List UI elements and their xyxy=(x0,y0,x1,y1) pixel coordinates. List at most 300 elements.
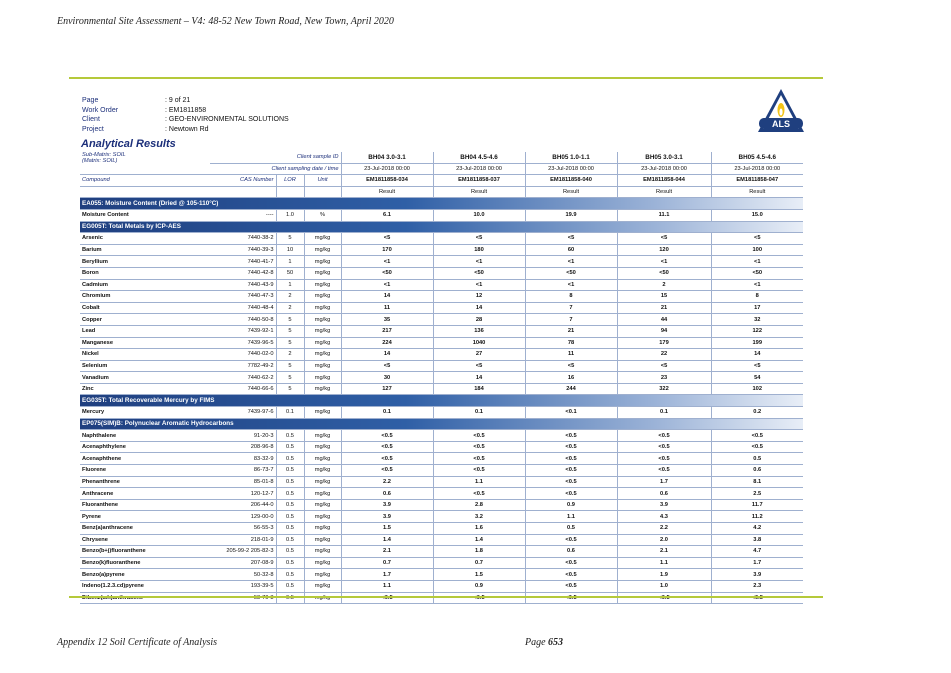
result-value: 1.4 xyxy=(341,534,433,546)
lor-value: 2 xyxy=(276,302,304,314)
submatrix-cell xyxy=(80,152,210,175)
result-value: <0.5 xyxy=(711,441,803,453)
result-value: <0.5 xyxy=(525,441,617,453)
result-value: 14 xyxy=(341,349,433,361)
cas-number: 120-12-7 xyxy=(210,488,276,500)
result-value: 27 xyxy=(433,349,525,361)
result-value: 179 xyxy=(617,337,711,349)
cas-number: 91-20-3 xyxy=(210,430,276,442)
result-value: 120 xyxy=(617,244,711,256)
meta-key: Page xyxy=(82,97,99,104)
result-value: 11.2 xyxy=(711,511,803,523)
result-value: <0.5 xyxy=(617,453,711,465)
lor-value: 5 xyxy=(276,314,304,326)
compound-name: Chromium xyxy=(80,291,210,303)
unit-value: mg/kg xyxy=(304,383,341,395)
compound-name: Copper xyxy=(80,314,210,326)
cas-number: 207-08-9 xyxy=(210,557,276,569)
unit-value: mg/kg xyxy=(304,407,341,419)
result-value: 3.9 xyxy=(617,499,711,511)
cas-number: 7439-97-6 xyxy=(210,407,276,419)
result-value: 22 xyxy=(617,349,711,361)
result-value: <0.5 xyxy=(433,488,525,500)
result-value: 1.0 xyxy=(617,580,711,592)
lor-value: 0.1 xyxy=(276,407,304,419)
compound-name: Benz(a)anthracene xyxy=(80,523,210,535)
unit-value: mg/kg xyxy=(304,453,341,465)
cas-number: ---- xyxy=(210,209,276,221)
result-value: 1.6 xyxy=(433,523,525,535)
result-value: <5 xyxy=(433,233,525,245)
result-value: 3.9 xyxy=(711,569,803,581)
compound-name: Lead xyxy=(80,325,210,337)
result-value: 1.1 xyxy=(617,557,711,569)
result-value: <0.5 xyxy=(433,441,525,453)
unit-value: mg/kg xyxy=(304,267,341,279)
lor-value: 0.5 xyxy=(276,511,304,523)
result-value: 14 xyxy=(711,349,803,361)
table-row xyxy=(80,244,803,256)
result-value: 8 xyxy=(711,291,803,303)
unit-value: mg/kg xyxy=(304,302,341,314)
result-value: <0.5 xyxy=(525,430,617,442)
result-value: 11 xyxy=(341,302,433,314)
result-value: <5 xyxy=(525,360,617,372)
result-value: 21 xyxy=(525,325,617,337)
result-value: <0.5 xyxy=(525,476,617,488)
result-value: 1.5 xyxy=(433,569,525,581)
result-value: 7 xyxy=(525,302,617,314)
cas-number: 85-01-8 xyxy=(210,476,276,488)
result-value: 2.0 xyxy=(617,534,711,546)
result-value: <5 xyxy=(433,360,525,372)
result-value: 0.1 xyxy=(433,407,525,419)
unit-value: mg/kg xyxy=(304,325,341,337)
cas-number: 83-32-9 xyxy=(210,453,276,465)
result-value: 2.3 xyxy=(711,580,803,592)
result-value: 2.1 xyxy=(617,546,711,558)
sample-id: BH05 3.0-3.1 xyxy=(617,152,711,163)
sampling-date: 23-Jul-2018 00:00 xyxy=(525,163,617,175)
table-row xyxy=(80,453,803,465)
compound-name: Zinc xyxy=(80,383,210,395)
lab-id: EM1811858-040 xyxy=(525,175,617,187)
result-value: 10.0 xyxy=(433,209,525,221)
result-value: 180 xyxy=(433,244,525,256)
lab-id: EM1811858-044 xyxy=(617,175,711,187)
result-value: <50 xyxy=(433,267,525,279)
compound-name: Benzo(a)pyrene xyxy=(80,569,210,581)
unit-value: mg/kg xyxy=(304,337,341,349)
unit-value: mg/kg xyxy=(304,465,341,477)
meta-row xyxy=(82,96,289,106)
unit-value: mg/kg xyxy=(304,314,341,326)
result-value: <0.5 xyxy=(711,430,803,442)
compound-name: Chrysene xyxy=(80,534,210,546)
result-value: 0.6 xyxy=(617,488,711,500)
footer-page xyxy=(525,637,563,648)
result-value: 12 xyxy=(433,291,525,303)
cas-number: 7439-92-1 xyxy=(210,325,276,337)
sampling-date: 23-Jul-2018 00:00 xyxy=(711,163,803,175)
result-label: Result xyxy=(525,186,617,198)
result-value: 244 xyxy=(525,383,617,395)
sampling-date: 23-Jul-2018 00:00 xyxy=(617,163,711,175)
result-value: 8 xyxy=(525,291,617,303)
result-label: Result xyxy=(617,186,711,198)
cas-number: 7440-48-4 xyxy=(210,302,276,314)
unit-value: mg/kg xyxy=(304,430,341,442)
result-value: <1 xyxy=(617,256,711,268)
result-value: <1 xyxy=(341,256,433,268)
result-value: 224 xyxy=(341,337,433,349)
meta-row xyxy=(82,125,289,135)
result-value: 2.8 xyxy=(433,499,525,511)
table-row xyxy=(80,569,803,581)
result-value: <0.5 xyxy=(525,534,617,546)
result-value: 4.2 xyxy=(711,523,803,535)
unit-value: mg/kg xyxy=(304,534,341,546)
result-value: 78 xyxy=(525,337,617,349)
result-value: 11 xyxy=(525,349,617,361)
cas-number: 7440-42-8 xyxy=(210,267,276,279)
sample-id-row xyxy=(80,152,803,163)
result-value: 170 xyxy=(341,244,433,256)
lor-value: 0.5 xyxy=(276,569,304,581)
result-value: 0.5 xyxy=(525,523,617,535)
cas-number: 129-00-0 xyxy=(210,511,276,523)
meta-key: Client xyxy=(82,116,100,124)
result-value: 7 xyxy=(525,314,617,326)
result-value: 30 xyxy=(341,372,433,384)
cas-number: 50-32-8 xyxy=(210,569,276,581)
lor-value: 5 xyxy=(276,233,304,245)
cas-number: 193-39-5 xyxy=(210,580,276,592)
lab-id: EM1811858-047 xyxy=(711,175,803,187)
result-value: <1 xyxy=(711,256,803,268)
cas-number: 7440-41-7 xyxy=(210,256,276,268)
result-value: 102 xyxy=(711,383,803,395)
result-value: <50 xyxy=(341,267,433,279)
lor-value: 0.5 xyxy=(276,534,304,546)
result-value: <0.5 xyxy=(525,488,617,500)
compound-name: Pyrene xyxy=(80,511,210,523)
lor-value: 1.0 xyxy=(276,209,304,221)
result-value: 19.9 xyxy=(525,209,617,221)
result-value: <5 xyxy=(341,360,433,372)
section-header xyxy=(80,418,803,430)
lor-value: 2 xyxy=(276,349,304,361)
result-value: 127 xyxy=(341,383,433,395)
compound-header: Compound xyxy=(80,175,210,187)
compound-name: Mercury xyxy=(80,407,210,419)
result-value: 2 xyxy=(617,279,711,291)
result-value: 35 xyxy=(341,314,433,326)
result-value: 6.1 xyxy=(341,209,433,221)
compound-name: Acenaphthene xyxy=(80,453,210,465)
result-value: 0.6 xyxy=(525,546,617,558)
unit-value: mg/kg xyxy=(304,511,341,523)
result-value: 21 xyxy=(617,302,711,314)
cas-number: 7440-47-3 xyxy=(210,291,276,303)
meta-key: Project xyxy=(82,125,104,133)
result-value: 94 xyxy=(617,325,711,337)
compound-name: Cadmium xyxy=(80,279,210,291)
result-value: 44 xyxy=(617,314,711,326)
unit-value: mg/kg xyxy=(304,233,341,245)
unit-value: mg/kg xyxy=(304,488,341,500)
result-value: <50 xyxy=(617,267,711,279)
table-row xyxy=(80,546,803,558)
page-title: Analytical Results xyxy=(81,138,176,150)
result-value: <1 xyxy=(341,279,433,291)
result-value: 1.5 xyxy=(341,523,433,535)
result-value: <0.5 xyxy=(341,453,433,465)
sample-id: BH05 4.5-4.6 xyxy=(711,152,803,163)
lor-value: 10 xyxy=(276,244,304,256)
table-row xyxy=(80,372,803,384)
table-row xyxy=(80,499,803,511)
meta-value: : EM1811858 xyxy=(165,106,207,114)
cas-number: 7782-49-2 xyxy=(210,360,276,372)
result-value: 2.2 xyxy=(617,523,711,535)
result-value: 0.5 xyxy=(711,453,803,465)
cas-number: 206-44-0 xyxy=(210,499,276,511)
lor-value: 0.5 xyxy=(276,523,304,535)
section-header xyxy=(80,198,803,210)
table-row xyxy=(80,383,803,395)
result-value: 199 xyxy=(711,337,803,349)
result-value: 1.7 xyxy=(711,557,803,569)
result-value: 0.2 xyxy=(711,407,803,419)
result-value: 3.2 xyxy=(433,511,525,523)
table-row xyxy=(80,209,803,221)
result-value: <1 xyxy=(433,279,525,291)
lor-value: 50 xyxy=(276,267,304,279)
cas-number: 7440-62-2 xyxy=(210,372,276,384)
result-value: 60 xyxy=(525,244,617,256)
section-title: EG035T: Total Recoverable Mercury by FIMS xyxy=(80,395,803,407)
cas-number: 7440-02-0 xyxy=(210,349,276,361)
table-row xyxy=(80,534,803,546)
cas-number: 208-96-8 xyxy=(210,441,276,453)
result-value: <0.5 xyxy=(341,465,433,477)
result-value: <0.5 xyxy=(525,580,617,592)
result-value: 11.7 xyxy=(711,499,803,511)
table-row xyxy=(80,267,803,279)
result-value: 1040 xyxy=(433,337,525,349)
result-value: 2.1 xyxy=(341,546,433,558)
unit-value: % xyxy=(304,209,341,221)
table-row xyxy=(80,314,803,326)
result-value: 0.7 xyxy=(433,557,525,569)
result-value: <5 xyxy=(525,233,617,245)
compound-name: Indeno(1.2.3.cd)pyrene xyxy=(80,580,210,592)
table-row xyxy=(80,325,803,337)
result-value: 28 xyxy=(433,314,525,326)
logo-text: ALS xyxy=(772,119,790,129)
unit-value: mg/kg xyxy=(304,569,341,581)
result-value: 1.1 xyxy=(341,580,433,592)
result-value: 0.9 xyxy=(433,580,525,592)
result-value: 1.8 xyxy=(433,546,525,558)
compound-name: Benzo(b+j)fluoranthene xyxy=(80,546,210,558)
table-row xyxy=(80,465,803,477)
footer-page-number: 653 xyxy=(548,637,564,648)
compound-name: Naphthalene xyxy=(80,430,210,442)
result-value: 122 xyxy=(711,325,803,337)
result-value: 23 xyxy=(617,372,711,384)
result-value: 1.7 xyxy=(341,569,433,581)
compound-name: Phenanthrene xyxy=(80,476,210,488)
sample-id: BH05 1.0-1.1 xyxy=(525,152,617,163)
compound-name: Fluoranthene xyxy=(80,499,210,511)
table-row xyxy=(80,557,803,569)
table-row xyxy=(80,407,803,419)
unit-header: Unit xyxy=(304,175,341,187)
result-value: <0.5 xyxy=(433,430,525,442)
compound-name: Acenaphthylene xyxy=(80,441,210,453)
compound-name: Moisture Content xyxy=(80,209,210,221)
meta-value: : 9 of 21 xyxy=(165,97,191,104)
result-label: Result xyxy=(711,186,803,198)
unit-value: mg/kg xyxy=(304,349,341,361)
cas-number: 56-55-3 xyxy=(210,523,276,535)
lor-value: 0.5 xyxy=(276,580,304,592)
result-value: 100 xyxy=(711,244,803,256)
als-logo xyxy=(757,88,805,134)
result-value: <0.5 xyxy=(341,430,433,442)
bottom-rule xyxy=(69,596,823,598)
result-value: <5 xyxy=(711,233,803,245)
result-value: 15.0 xyxy=(711,209,803,221)
result-value: <50 xyxy=(711,267,803,279)
result-value: <0.5 xyxy=(433,453,525,465)
result-value: 4.7 xyxy=(711,546,803,558)
unit-value: mg/kg xyxy=(304,244,341,256)
result-value: 0.1 xyxy=(617,407,711,419)
result-value: 32 xyxy=(711,314,803,326)
lor-header: LOR xyxy=(276,175,304,187)
result-value: <5 xyxy=(617,233,711,245)
meta-value: : GEO-ENVIRONMENTAL SOLUTIONS xyxy=(165,116,289,124)
result-value: 136 xyxy=(433,325,525,337)
compound-name: Cobalt xyxy=(80,302,210,314)
result-value: 1.9 xyxy=(617,569,711,581)
section-title: EP075(SIM)B: Polynuclear Aromatic Hydrocarbons xyxy=(80,418,803,430)
result-value: 1.7 xyxy=(617,476,711,488)
result-value: 17 xyxy=(711,302,803,314)
sample-id-label: Client sample ID xyxy=(210,152,341,163)
meta-row xyxy=(82,106,289,116)
section-header xyxy=(80,395,803,407)
table-row xyxy=(80,476,803,488)
lor-value: 2 xyxy=(276,291,304,303)
lor-value: 0.5 xyxy=(276,499,304,511)
result-value: <0.5 xyxy=(525,557,617,569)
result-value: 8.1 xyxy=(711,476,803,488)
matrix-label: (Matrix: SOIL) xyxy=(82,158,118,164)
lor-value: 0.5 xyxy=(276,453,304,465)
table-row xyxy=(80,441,803,453)
compound-name: Manganese xyxy=(80,337,210,349)
result-value: 14 xyxy=(341,291,433,303)
lab-id: EM1811858-034 xyxy=(341,175,433,187)
lor-value: 0.5 xyxy=(276,488,304,500)
result-value: <0.1 xyxy=(525,407,617,419)
result-label: Result xyxy=(341,186,433,198)
column-header-row xyxy=(80,175,803,187)
table-row xyxy=(80,430,803,442)
unit-value: mg/kg xyxy=(304,256,341,268)
table-row xyxy=(80,360,803,372)
cas-number: 7440-66-6 xyxy=(210,383,276,395)
result-value: 11.1 xyxy=(617,209,711,221)
meta-row xyxy=(82,115,289,125)
page-header: Environmental Site Assessment – V4: 48-52 New Town Road, New Town, April 2020 xyxy=(57,16,394,27)
result-value: <0.5 xyxy=(525,569,617,581)
unit-value: mg/kg xyxy=(304,291,341,303)
meta-key: Work Order xyxy=(82,106,119,114)
lor-value: 5 xyxy=(276,372,304,384)
cas-number: 7440-43-9 xyxy=(210,279,276,291)
unit-value: mg/kg xyxy=(304,546,341,558)
cas-number: 7439-96-5 xyxy=(210,337,276,349)
result-value: <0.5 xyxy=(525,453,617,465)
compound-name: Boron xyxy=(80,267,210,279)
result-value: <5 xyxy=(617,360,711,372)
cas-number: 7440-38-2 xyxy=(210,233,276,245)
unit-value: mg/kg xyxy=(304,523,341,535)
result-value: 16 xyxy=(525,372,617,384)
compound-name: Beryllium xyxy=(80,256,210,268)
lor-value: 0.5 xyxy=(276,557,304,569)
result-label: Result xyxy=(433,186,525,198)
table-row xyxy=(80,302,803,314)
result-value: <0.5 xyxy=(433,465,525,477)
submatrix-label: Sub-Matrix: SOIL xyxy=(82,152,126,158)
result-value: 14 xyxy=(433,302,525,314)
table-row xyxy=(80,233,803,245)
unit-value: mg/kg xyxy=(304,557,341,569)
result-value: 2.5 xyxy=(711,488,803,500)
lor-value: 0.5 xyxy=(276,441,304,453)
result-value: 0.6 xyxy=(711,465,803,477)
lab-id: EM1811858-037 xyxy=(433,175,525,187)
result-label-row xyxy=(80,186,803,198)
compound-name: Nickel xyxy=(80,349,210,361)
result-value: 3.9 xyxy=(341,499,433,511)
result-value: 1.1 xyxy=(433,476,525,488)
result-value: <50 xyxy=(525,267,617,279)
result-value: <5 xyxy=(711,360,803,372)
lor-value: 5 xyxy=(276,383,304,395)
result-value: 3.9 xyxy=(341,511,433,523)
section-title: EA055: Moisture Content (Dried @ 105-110°C) xyxy=(80,198,803,210)
result-value: <0.5 xyxy=(617,465,711,477)
result-value: 15 xyxy=(617,291,711,303)
unit-value: mg/kg xyxy=(304,372,341,384)
result-value: <1 xyxy=(711,279,803,291)
sample-id: BH04 4.5-4.6 xyxy=(433,152,525,163)
result-value: 0.9 xyxy=(525,499,617,511)
table-row xyxy=(80,523,803,535)
result-value: <1 xyxy=(433,256,525,268)
footer-left: Appendix 12 Soil Certificate of Analysis xyxy=(57,637,218,648)
lor-value: 0.5 xyxy=(276,465,304,477)
cas-header: CAS Number xyxy=(210,175,276,187)
cas-number: 7440-39-3 xyxy=(210,244,276,256)
